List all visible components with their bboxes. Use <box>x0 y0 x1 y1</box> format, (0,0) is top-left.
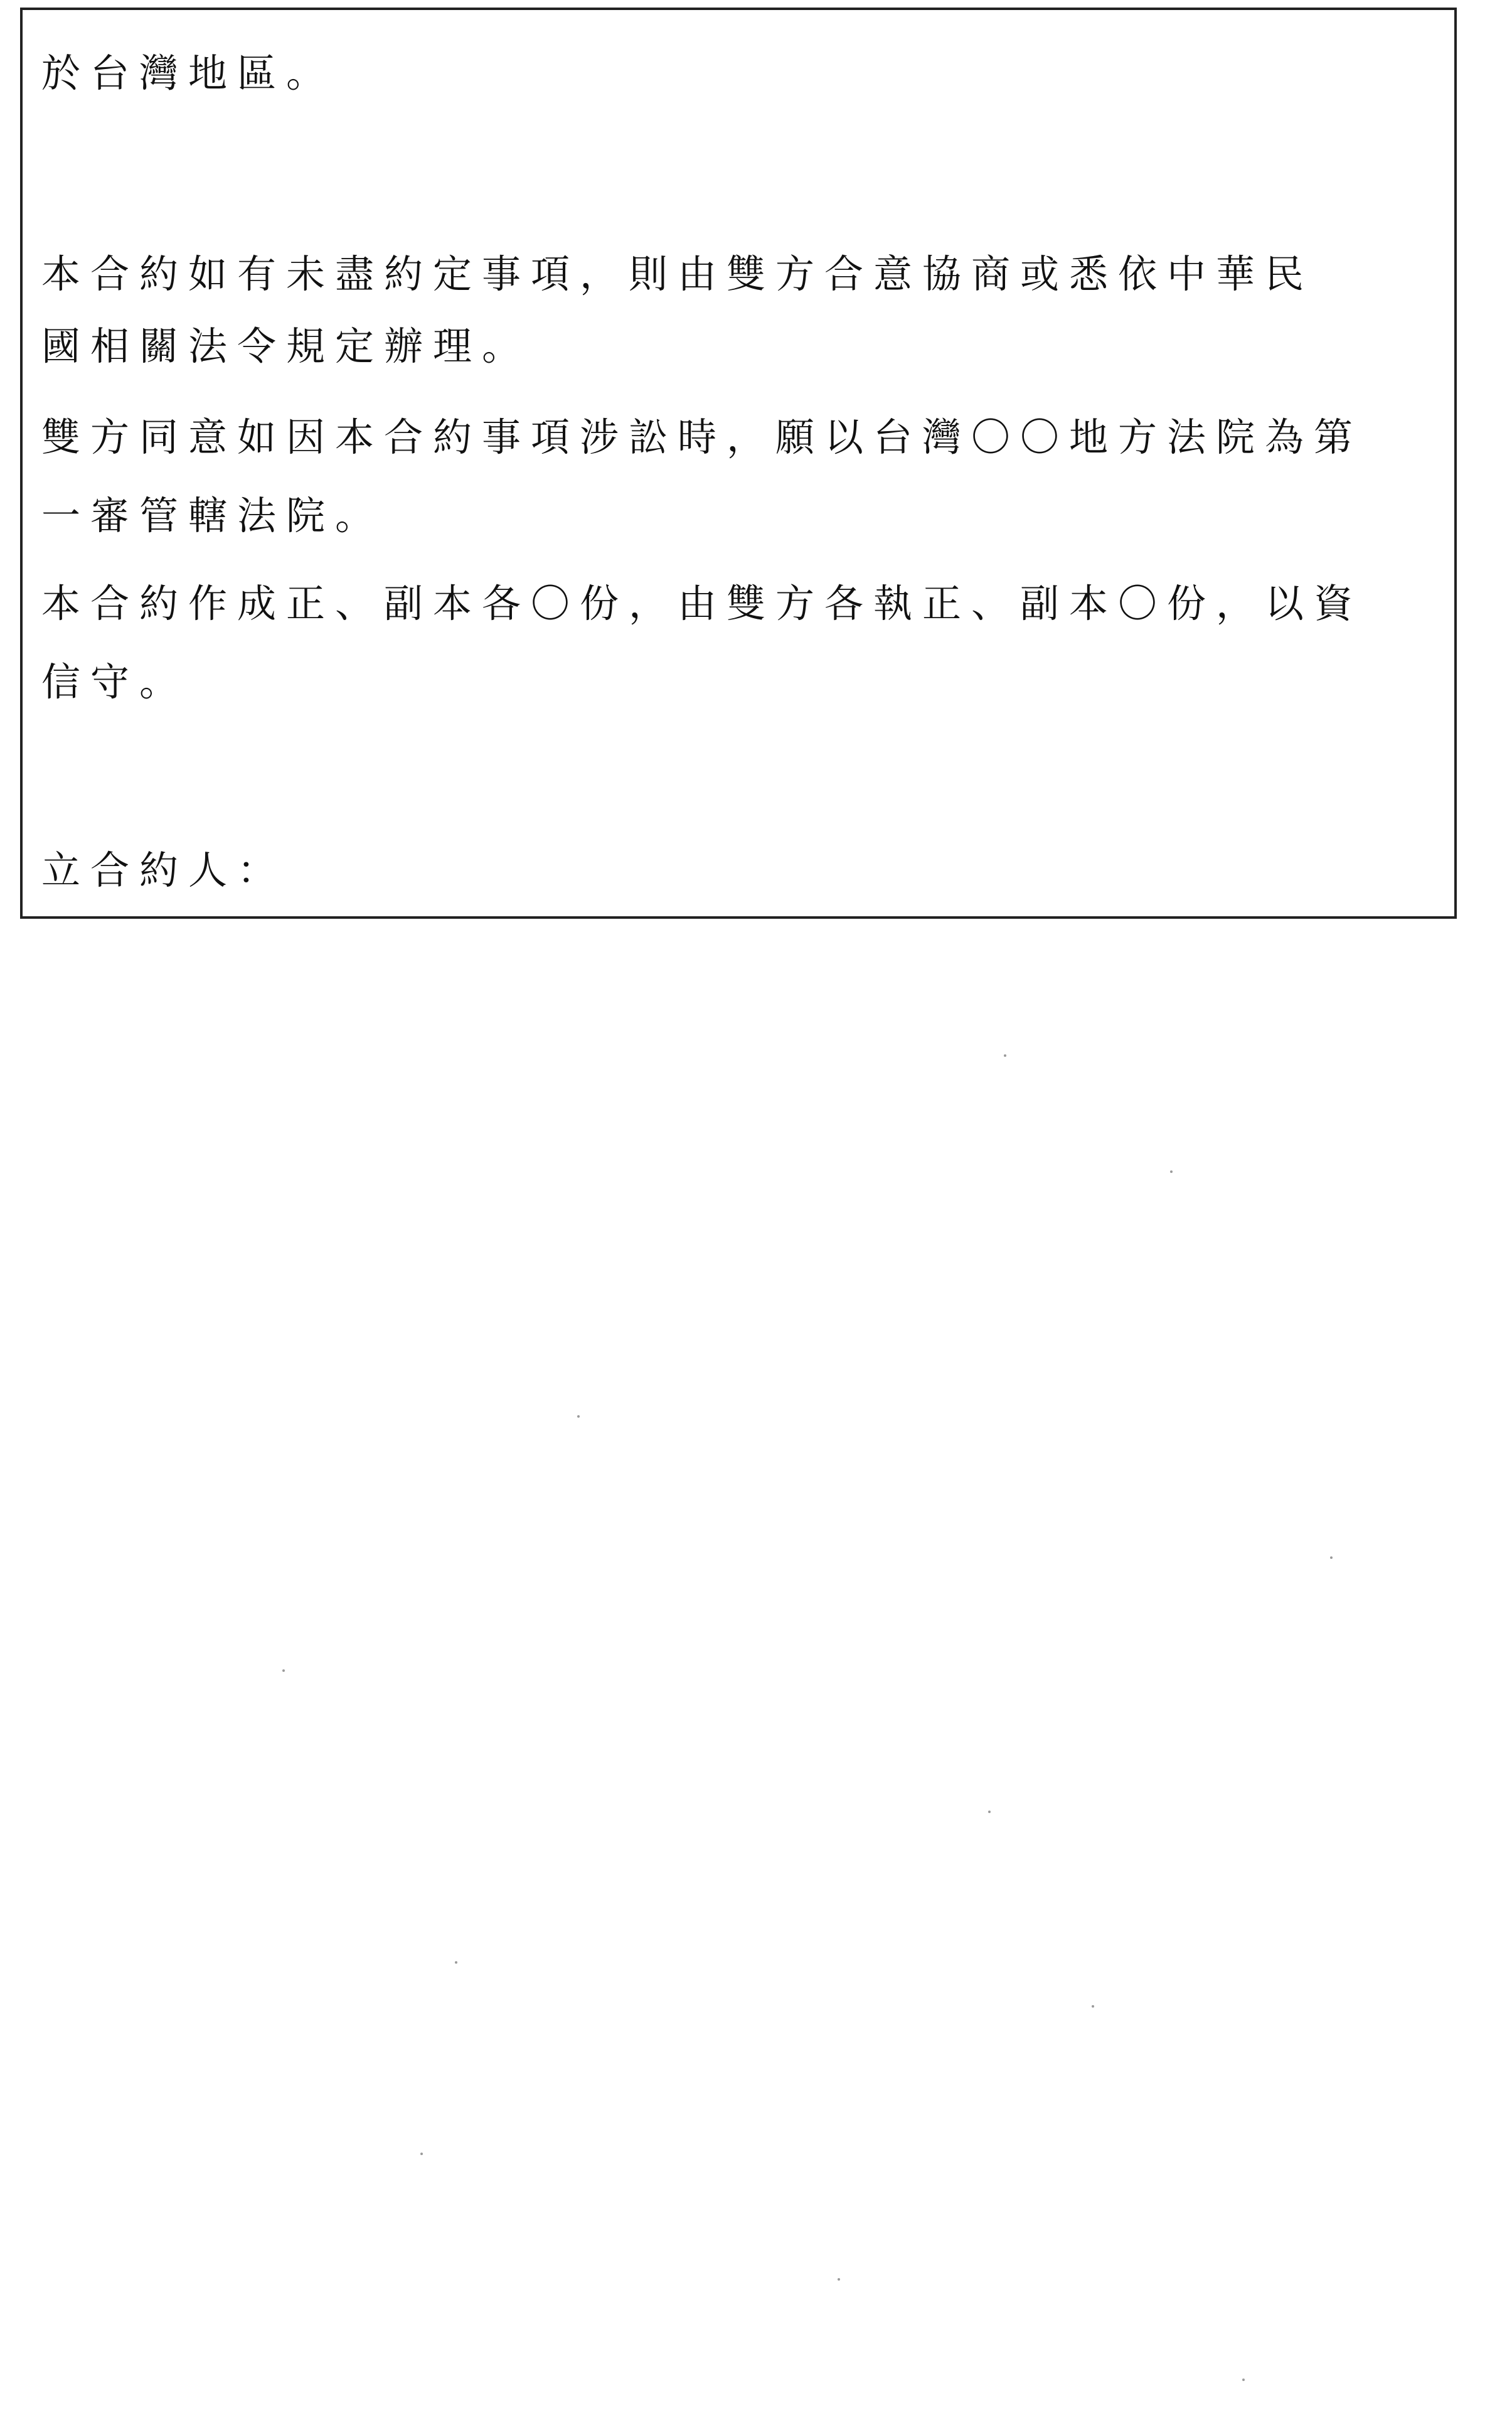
scan-speck <box>577 1415 580 1418</box>
region-clause-end: 於台灣地區。 <box>41 50 336 96</box>
scan-speck <box>1242 2379 1245 2381</box>
contract-text-box <box>20 8 1457 919</box>
contracting-parties-label: 立合約人： <box>41 847 287 893</box>
scan-speck <box>1092 2005 1094 2008</box>
jurisdiction-clause-line-2: 一審管轄法院。 <box>41 493 385 538</box>
scan-speck <box>1170 1170 1173 1173</box>
scan-speck <box>455 1961 457 1964</box>
copies-clause-line-2: 信守。 <box>41 659 189 705</box>
unresolved-matters-clause-line-1: 本合約如有未盡約定事項，則由雙方合意協商或悉依中華民 <box>41 251 1314 297</box>
scan-speck <box>282 1669 285 1672</box>
scan-speck <box>420 2153 423 2155</box>
jurisdiction-clause-line-1: 雙方同意如因本合約事項涉訟時，願以台灣〇〇地方法院為第 <box>41 414 1363 460</box>
unresolved-matters-clause-line-2: 國相關法令規定辦理。 <box>41 323 531 369</box>
copies-clause-line-1: 本合約作成正、副本各〇份，由雙方各執正、副本〇份，以資 <box>41 581 1363 626</box>
scan-speck <box>1330 1556 1333 1559</box>
scan-speck <box>838 2278 840 2281</box>
scan-speck <box>988 1811 991 1813</box>
scan-speck <box>1004 1054 1006 1057</box>
